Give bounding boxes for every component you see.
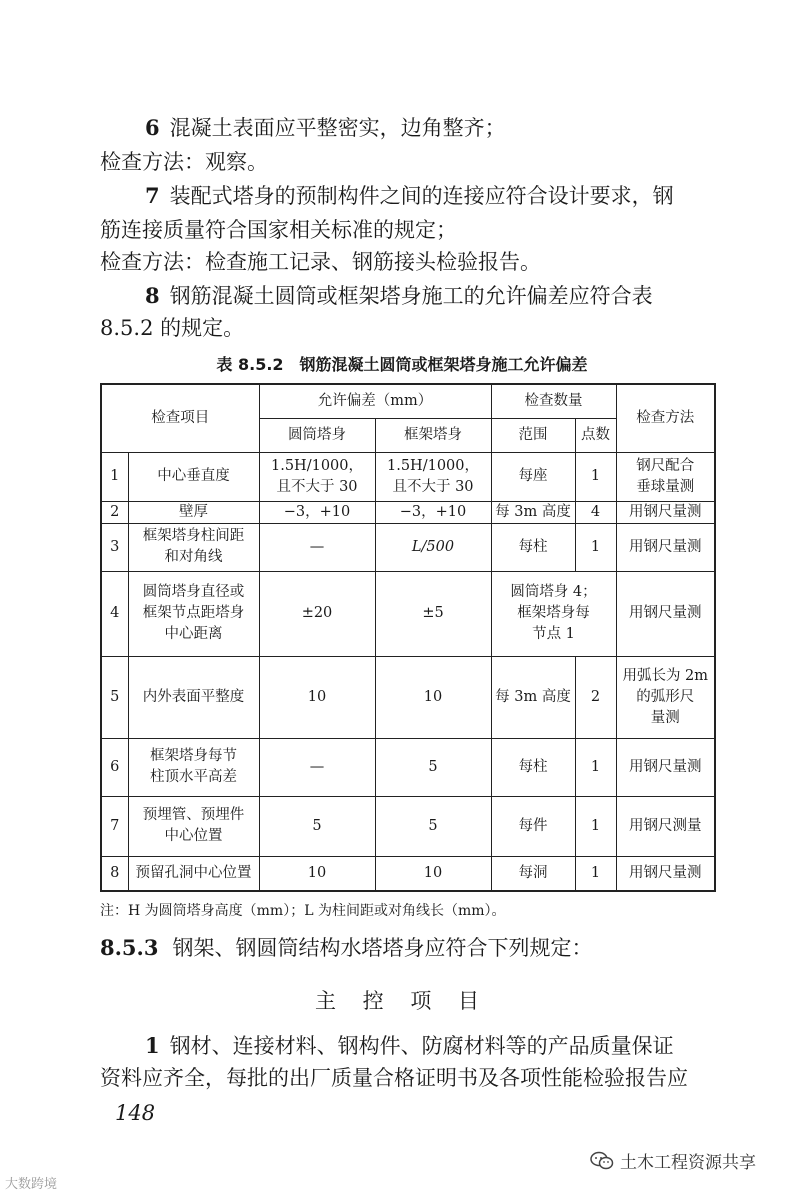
row-number: 6 (101, 738, 128, 796)
table-note: 注：H 为圆筒塔身高度（mm）；L 为柱间距或对角线长（mm）。 (100, 903, 506, 919)
row-range: 每柱 (491, 523, 575, 571)
row-cylinder: 10 (259, 656, 375, 738)
item-8 (145, 280, 765, 312)
table-title: 表 8.5.2 钢筋混凝土圆筒或框架塔身施工允许偏差 (216, 355, 588, 374)
watermark-right-text: 土木工程资源共享 (620, 1153, 756, 1173)
row-item: 框架塔身柱间距 和对角线 (128, 523, 259, 571)
row-number: 2 (101, 501, 128, 523)
row-range: 每柱 (491, 738, 575, 796)
row-method: 用钢尺量测 (616, 738, 715, 796)
item-7-line2: 筋连接质量符合国家相关标准的规定； (100, 218, 457, 242)
header-tolerance: 允许偏差（mm） (259, 384, 491, 418)
row-item: 壁厚 (128, 501, 259, 523)
row-frame: ±5 (375, 571, 491, 656)
row-item: 预留孔洞中心位置 (128, 856, 259, 891)
row-number: 7 (101, 796, 128, 856)
row-cylinder: — (259, 738, 375, 796)
item-7 (145, 180, 765, 212)
row-frame: 5 (375, 796, 491, 856)
row-method: 用钢尺量测 (616, 856, 715, 891)
header-item: 检查项目 (101, 384, 259, 452)
item-1-line2: 资料应齐全，每批的出厂质量合格证明书及各项性能检验报告应 (100, 1066, 688, 1090)
row-range: 每 3m 高度 (491, 501, 575, 523)
item-7-check-method: 检查方法：检查施工记录、钢筋接头检验报告。 (100, 250, 541, 274)
item-8-number: 8 (145, 283, 160, 308)
row-points: 1 (575, 738, 616, 796)
item-7-line1: 装配式塔身的预制构件之间的连接应符合设计要求，钢 (169, 184, 674, 208)
table-row (101, 856, 715, 891)
item-1-number: 1 (145, 1033, 160, 1058)
item-1-line1: 钢材、连接材料、钢构件、防腐材料等的产品质量保证 (169, 1034, 674, 1058)
header-points: 点数 (575, 418, 616, 452)
row-method: 用弧长为 2m 的弧形尺 量测 (616, 656, 715, 738)
row-frame: 5 (375, 738, 491, 796)
row-frame: 1.5H/1000， 且不大于 30 (375, 452, 491, 501)
row-range: 每 3m 高度 (491, 656, 575, 738)
table-row (101, 452, 715, 501)
row-cylinder: 1.5H/1000， 且不大于 30 (259, 452, 375, 501)
row-item: 框架塔身每节 柱顶水平高差 (128, 738, 259, 796)
row-item: 中心垂直度 (128, 452, 259, 501)
row-item: 圆筒塔身直径或 框架节点距塔身 中心距离 (128, 571, 259, 656)
section-number: 8.5.3 (100, 935, 159, 960)
watermark-right (590, 1148, 756, 1173)
row-item: 预埋管、预埋件 中心位置 (128, 796, 259, 856)
row-cylinder: — (259, 523, 375, 571)
row-points: 1 (575, 856, 616, 891)
table-row (101, 796, 715, 856)
item-6-text: 混凝土表面应平整密实，边角整齐； (169, 116, 506, 140)
item-6-check-method: 检查方法：观察。 (100, 150, 268, 174)
row-frame: 10 (375, 656, 491, 738)
table-row (101, 738, 715, 796)
watermark-left: 大数跨境 (5, 1177, 58, 1192)
row-number: 8 (101, 856, 128, 891)
table-row (101, 656, 715, 738)
row-number: 1 (101, 452, 128, 501)
row-method: 钢尺配合 垂球量测 (616, 452, 715, 501)
item-6-number: 6 (145, 115, 160, 140)
row-number: 3 (101, 523, 128, 571)
row-range: 圆筒塔身 4； 框架塔身每 节点 1 (491, 571, 616, 656)
header-quantity: 检查数量 (491, 384, 616, 418)
item-6 (145, 112, 765, 144)
header-method: 检查方法 (616, 384, 715, 452)
item-8-line2: 8.5.2 的规定。 (100, 316, 245, 340)
row-method: 用钢尺量测 (616, 501, 715, 523)
row-method: 用钢尺量测 (616, 571, 715, 656)
header-frame: 框架塔身 (375, 418, 491, 452)
row-method: 用钢尺测量 (616, 796, 715, 856)
row-points: 2 (575, 656, 616, 738)
wechat-icon (590, 1151, 614, 1171)
row-points: 1 (575, 452, 616, 501)
row-range: 每座 (491, 452, 575, 501)
row-frame: −3，+10 (375, 501, 491, 523)
row-frame: L/500 (375, 523, 491, 571)
row-range: 每件 (491, 796, 575, 856)
row-range: 每洞 (491, 856, 575, 891)
item-7-number: 7 (145, 183, 160, 208)
section-text: 钢架、钢圆筒结构水塔塔身应符合下列规定： (172, 936, 593, 960)
row-points: 1 (575, 796, 616, 856)
section-8-5-3 (100, 932, 720, 964)
row-points: 1 (575, 523, 616, 571)
header-cylinder: 圆筒塔身 (259, 418, 375, 452)
tolerance-table (100, 383, 716, 892)
table-row (101, 523, 715, 571)
item-8-line1: 钢筋混凝土圆筒或框架塔身施工的允许偏差应符合表 (169, 284, 653, 308)
row-item: 内外表面平整度 (128, 656, 259, 738)
table-row (101, 571, 715, 656)
row-points: 4 (575, 501, 616, 523)
row-cylinder: 5 (259, 796, 375, 856)
page-number: 148 (115, 1101, 156, 1125)
row-cylinder: ±20 (259, 571, 375, 656)
row-number: 4 (101, 571, 128, 656)
row-number: 5 (101, 656, 128, 738)
row-cylinder: 10 (259, 856, 375, 891)
row-frame: 10 (375, 856, 491, 891)
table-row (101, 501, 715, 523)
main-control-heading: 主 控 项 目 (314, 989, 490, 1013)
row-cylinder: −3，+10 (259, 501, 375, 523)
header-range: 范围 (491, 418, 575, 452)
item-1 (145, 1030, 765, 1062)
row-method: 用钢尺量测 (616, 523, 715, 571)
